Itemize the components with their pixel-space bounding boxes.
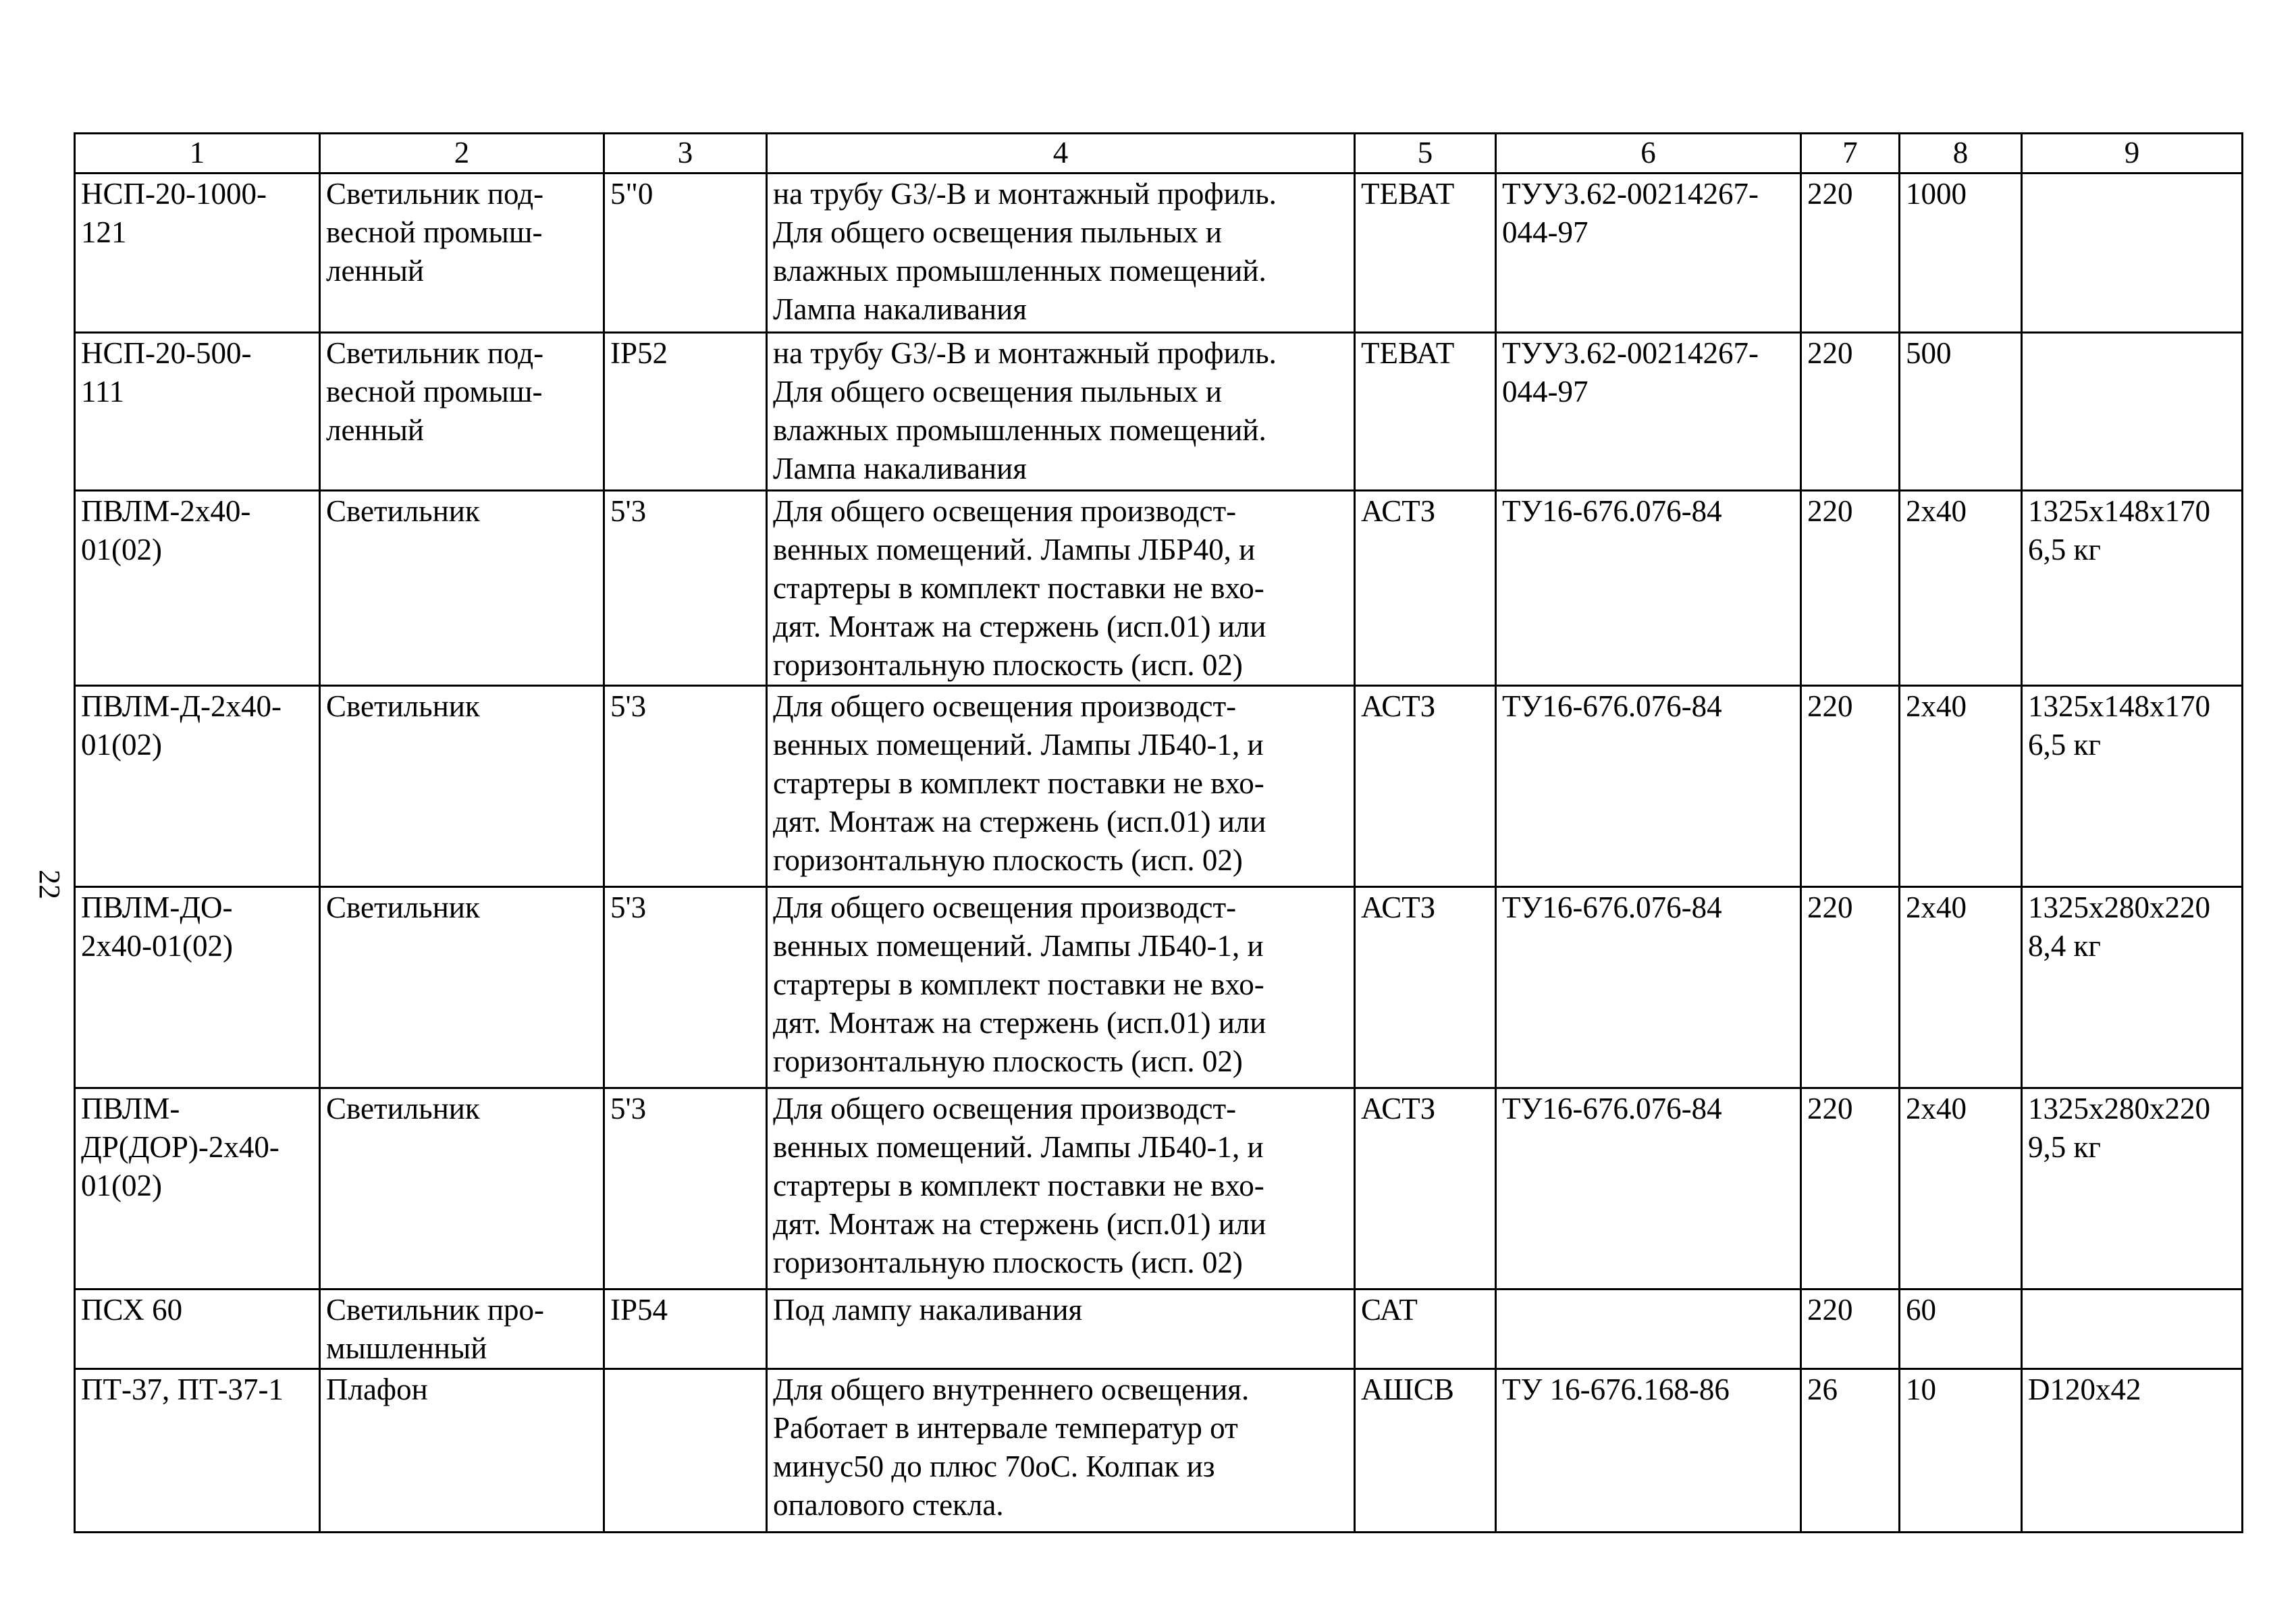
model-cell: [75, 686, 320, 887]
description-cell: [320, 686, 604, 887]
column-header: 4: [767, 134, 1355, 174]
cell-text-line: IP52: [610, 336, 668, 370]
cell-text-line: Для общего освещения пыльных и: [773, 375, 1222, 408]
cell-text-line: 044-97: [1502, 375, 1588, 408]
cell-text-line: Лампа накаливания: [773, 292, 1027, 326]
voltage-cell: [1801, 333, 1900, 491]
cell-text-line: Плафон: [326, 1373, 428, 1406]
cell-text-line: ТУ16-676.076-84: [1502, 891, 1722, 924]
column-header: 2: [320, 134, 604, 174]
model-cell: [75, 887, 320, 1088]
power-cell: [1900, 333, 2022, 491]
manufacturer-cell: [1355, 1369, 1496, 1533]
standard-cell: [1496, 887, 1801, 1088]
cell-text-line: венных помещений. Лампы ЛБ40-1, и: [773, 1130, 1264, 1164]
purpose-cell: [767, 1290, 1355, 1369]
protection-cell: [604, 686, 767, 887]
cell-text-line: 2х40: [1906, 494, 1967, 528]
description-cell: [320, 491, 604, 686]
cell-text-line: Светильник под-: [326, 177, 544, 211]
table-row: [75, 887, 2243, 1088]
power-cell: [1900, 491, 2022, 686]
cell-text-line: ПТ-37, ПТ-37-1: [81, 1373, 284, 1406]
cell-text-line: 5'3: [610, 689, 647, 723]
purpose-cell: [767, 1369, 1355, 1533]
cell-text-line: НСП-20-1000-: [81, 177, 267, 211]
cell-text-line: дят. Монтаж на стержень (исп.01) или: [773, 1207, 1266, 1241]
cell-text-line: стартеры в комплект поставки не вхо-: [773, 967, 1264, 1001]
cell-text-line: 111: [81, 375, 125, 408]
column-header: 3: [604, 134, 767, 174]
table-row: [75, 1290, 2243, 1369]
cell-text-line: венных помещений. Лампы ЛБ40-1, и: [773, 929, 1264, 963]
cell-text-line: 1325х280х220: [2028, 891, 2210, 924]
cell-text-line: АШСВ: [1361, 1373, 1454, 1406]
cell-text-line: 220: [1807, 336, 1853, 370]
cell-text-line: НСП-20-500-: [81, 336, 252, 370]
purpose-cell: [767, 491, 1355, 686]
cell-text-line: 5'3: [610, 1092, 647, 1125]
cell-text-line: 26: [1807, 1373, 1838, 1406]
standard-cell: [1496, 1088, 1801, 1290]
voltage-cell: [1801, 174, 1900, 333]
table-row: [75, 174, 2243, 333]
table-row: [75, 1088, 2243, 1290]
cell-text-line: Для общего освещения производст-: [773, 689, 1237, 723]
power-cell: [1900, 1369, 2022, 1533]
cell-text-line: 2х40-01(02): [81, 929, 233, 963]
cell-text-line: дят. Монтаж на стержень (исп.01) или: [773, 805, 1266, 839]
cell-text-line: АСТЗ: [1361, 1092, 1436, 1125]
cell-text-line: весной промыш-: [326, 375, 543, 408]
protection-cell: [604, 887, 767, 1088]
cell-text-line: на трубу G3/-В и монтажный профиль.: [773, 177, 1277, 211]
cell-text-line: 01(02): [81, 728, 162, 762]
voltage-cell: [1801, 1088, 1900, 1290]
cell-text-line: ТУУ3.62-00214267-: [1502, 177, 1759, 211]
cell-text-line: ТЕВАТ: [1361, 177, 1455, 211]
model-cell: [75, 1088, 320, 1290]
dimensions-cell: [2022, 686, 2243, 887]
manufacturer-cell: [1355, 1088, 1496, 1290]
cell-text-line: 044-97: [1502, 215, 1588, 249]
voltage-cell: [1801, 1290, 1900, 1369]
cell-text-line: ПВЛМ-: [81, 1092, 180, 1125]
cell-text-line: Светильник под-: [326, 336, 544, 370]
protection-cell: [604, 1088, 767, 1290]
standard-cell: [1496, 1369, 1801, 1533]
cell-text-line: Светильник: [326, 891, 480, 924]
table-row: [75, 333, 2243, 491]
cell-text-line: венных помещений. Лампы ЛБР40, и: [773, 533, 1256, 566]
voltage-cell: [1801, 887, 1900, 1088]
cell-text-line: Светильник: [326, 494, 480, 528]
description-cell: [320, 887, 604, 1088]
description-cell: [320, 1290, 604, 1369]
standard-cell: [1496, 1290, 1801, 1369]
cell-text-line: горизонтальную плоскость (исп. 02): [773, 648, 1243, 682]
cell-text-line: 60: [1906, 1293, 1936, 1327]
cell-text-line: 8,4 кг: [2028, 929, 2101, 963]
cell-text-line: Лампа накаливания: [773, 452, 1027, 485]
cell-text-line: D120х42: [2028, 1373, 2141, 1406]
cell-text-line: САТ: [1361, 1293, 1418, 1327]
dimensions-cell: [2022, 887, 2243, 1088]
manufacturer-cell: [1355, 686, 1496, 887]
column-number-row: [75, 134, 2243, 174]
cell-text-line: 1325х148х170: [2028, 494, 2210, 528]
cell-text-line: Для общего освещения производст-: [773, 494, 1237, 528]
cell-text-line: стартеры в комплект поставки не вхо-: [773, 1169, 1264, 1202]
cell-text-line: ПВЛМ-2х40-: [81, 494, 251, 528]
cell-text-line: 2х40: [1906, 891, 1967, 924]
cell-text-line: 01(02): [81, 1169, 162, 1202]
manufacturer-cell: [1355, 333, 1496, 491]
table-row: [75, 1369, 2243, 1533]
power-cell: [1900, 1088, 2022, 1290]
dimensions-cell: [2022, 491, 2243, 686]
cell-text-line: дят. Монтаж на стержень (исп.01) или: [773, 610, 1266, 643]
column-header: 7: [1801, 134, 1900, 174]
purpose-cell: [767, 174, 1355, 333]
dimensions-cell: [2022, 1088, 2243, 1290]
cell-text-line: Работает в интервале температур от: [773, 1411, 1238, 1445]
model-cell: [75, 174, 320, 333]
cell-text-line: 220: [1807, 177, 1853, 211]
purpose-cell: [767, 333, 1355, 491]
cell-text-line: дят. Монтаж на стержень (исп.01) или: [773, 1006, 1266, 1040]
cell-text-line: минус50 до плюс 70оС. Колпак из: [773, 1450, 1215, 1483]
model-cell: [75, 1290, 320, 1369]
dimensions-cell: [2022, 174, 2243, 333]
cell-text-line: влажных промышленных помещений.: [773, 254, 1266, 288]
table-row: [75, 686, 2243, 887]
dimensions-cell: [2022, 1290, 2243, 1369]
cell-text-line: ленный: [326, 413, 424, 447]
cell-text-line: 5"0: [610, 177, 653, 211]
cell-text-line: 5'3: [610, 494, 647, 528]
cell-text-line: весной промыш-: [326, 215, 543, 249]
cell-text-line: 1325х280х220: [2028, 1092, 2210, 1125]
cell-text-line: 9,5 кг: [2028, 1130, 2101, 1164]
manufacturer-cell: [1355, 1290, 1496, 1369]
cell-text-line: опалового стекла.: [773, 1488, 1004, 1522]
cell-text-line: ТУ16-676.076-84: [1502, 494, 1722, 528]
power-cell: [1900, 686, 2022, 887]
cell-text-line: Для общего освещения производст-: [773, 1092, 1237, 1125]
luminaire-spec-table: [74, 132, 2243, 1533]
table-row: [75, 491, 2243, 686]
cell-text-line: АСТЗ: [1361, 891, 1436, 924]
description-cell: [320, 333, 604, 491]
manufacturer-cell: [1355, 491, 1496, 686]
description-cell: [320, 1369, 604, 1533]
cell-text-line: ТУ 16-676.168-86: [1502, 1373, 1730, 1406]
cell-text-line: 220: [1807, 891, 1853, 924]
cell-text-line: 6,5 кг: [2028, 728, 2101, 762]
voltage-cell: [1801, 686, 1900, 887]
purpose-cell: [767, 887, 1355, 1088]
cell-text-line: Для общего внутреннего освещения.: [773, 1373, 1250, 1406]
cell-text-line: ТУ16-676.076-84: [1502, 1092, 1722, 1125]
cell-text-line: мышленный: [326, 1331, 487, 1365]
cell-text-line: IP54: [610, 1293, 668, 1327]
standard-cell: [1496, 491, 1801, 686]
cell-text-line: ТУ16-676.076-84: [1502, 689, 1722, 723]
voltage-cell: [1801, 491, 1900, 686]
column-header: 1: [75, 134, 320, 174]
cell-text-line: 500: [1906, 336, 1952, 370]
power-cell: [1900, 174, 2022, 333]
cell-text-line: 2х40: [1906, 1092, 1967, 1125]
cell-text-line: горизонтальную плоскость (исп. 02): [773, 1044, 1243, 1078]
column-header: 5: [1355, 134, 1496, 174]
cell-text-line: на трубу G3/-В и монтажный профиль.: [773, 336, 1277, 370]
cell-text-line: влажных промышленных помещений.: [773, 413, 1266, 447]
power-cell: [1900, 1290, 2022, 1369]
cell-text-line: 220: [1807, 689, 1853, 723]
cell-text-line: стартеры в комплект поставки не вхо-: [773, 766, 1264, 800]
protection-cell: [604, 333, 767, 491]
cell-text-line: Светильник: [326, 689, 480, 723]
manufacturer-cell: [1355, 887, 1496, 1088]
model-cell: [75, 333, 320, 491]
protection-cell: [604, 174, 767, 333]
cell-text-line: 01(02): [81, 533, 162, 566]
cell-text-line: стартеры в комплект поставки не вхо-: [773, 571, 1264, 605]
cell-text-line: 220: [1807, 1092, 1853, 1125]
description-cell: [320, 1088, 604, 1290]
cell-text-line: горизонтальную плоскость (исп. 02): [773, 1246, 1243, 1279]
purpose-cell: [767, 686, 1355, 887]
cell-text-line: ТЕВАТ: [1361, 336, 1455, 370]
protection-cell: [604, 1290, 767, 1369]
cell-text-line: 220: [1807, 1293, 1853, 1327]
cell-text-line: ПСХ 60: [81, 1293, 183, 1327]
standard-cell: [1496, 174, 1801, 333]
cell-text-line: Для общего освещения производст-: [773, 891, 1237, 924]
cell-text-line: 10: [1906, 1373, 1936, 1406]
cell-text-line: ДР(ДОР)-2х40-: [81, 1130, 279, 1164]
purpose-cell: [767, 1088, 1355, 1290]
cell-text-line: Под лампу накаливания: [773, 1293, 1083, 1327]
power-cell: [1900, 887, 2022, 1088]
model-cell: [75, 1369, 320, 1533]
dimensions-cell: [2022, 333, 2243, 491]
cell-text-line: АСТЗ: [1361, 494, 1436, 528]
cell-text-line: венных помещений. Лампы ЛБ40-1, и: [773, 728, 1264, 762]
cell-text-line: 6,5 кг: [2028, 533, 2101, 566]
description-cell: [320, 174, 604, 333]
column-header: 6: [1496, 134, 1801, 174]
cell-text-line: 1000: [1906, 177, 1967, 211]
voltage-cell: [1801, 1369, 1900, 1533]
cell-text-line: ПВЛМ-ДО-: [81, 891, 233, 924]
cell-text-line: горизонтальную плоскость (исп. 02): [773, 843, 1243, 877]
column-header: 8: [1900, 134, 2022, 174]
standard-cell: [1496, 686, 1801, 887]
cell-text-line: 220: [1807, 494, 1853, 528]
dimensions-cell: [2022, 1369, 2243, 1533]
cell-text-line: Для общего освещения пыльных и: [773, 215, 1222, 249]
cell-text-line: ТУУ3.62-00214267-: [1502, 336, 1759, 370]
manufacturer-cell: [1355, 174, 1496, 333]
cell-text-line: Светильник про-: [326, 1293, 545, 1327]
cell-text-line: Светильник: [326, 1092, 480, 1125]
cell-text-line: 2х40: [1906, 689, 1967, 723]
standard-cell: [1496, 333, 1801, 491]
column-header: 9: [2022, 134, 2243, 174]
model-cell: [75, 491, 320, 686]
cell-text-line: 5'3: [610, 891, 647, 924]
cell-text-line: ленный: [326, 254, 424, 288]
page-number: 22: [33, 870, 67, 899]
cell-text-line: 1325х148х170: [2028, 689, 2210, 723]
cell-text-line: 121: [81, 215, 127, 249]
protection-cell: [604, 1369, 767, 1533]
cell-text-line: АСТЗ: [1361, 689, 1436, 723]
cell-text-line: ПВЛМ-Д-2х40-: [81, 689, 282, 723]
protection-cell: [604, 491, 767, 686]
